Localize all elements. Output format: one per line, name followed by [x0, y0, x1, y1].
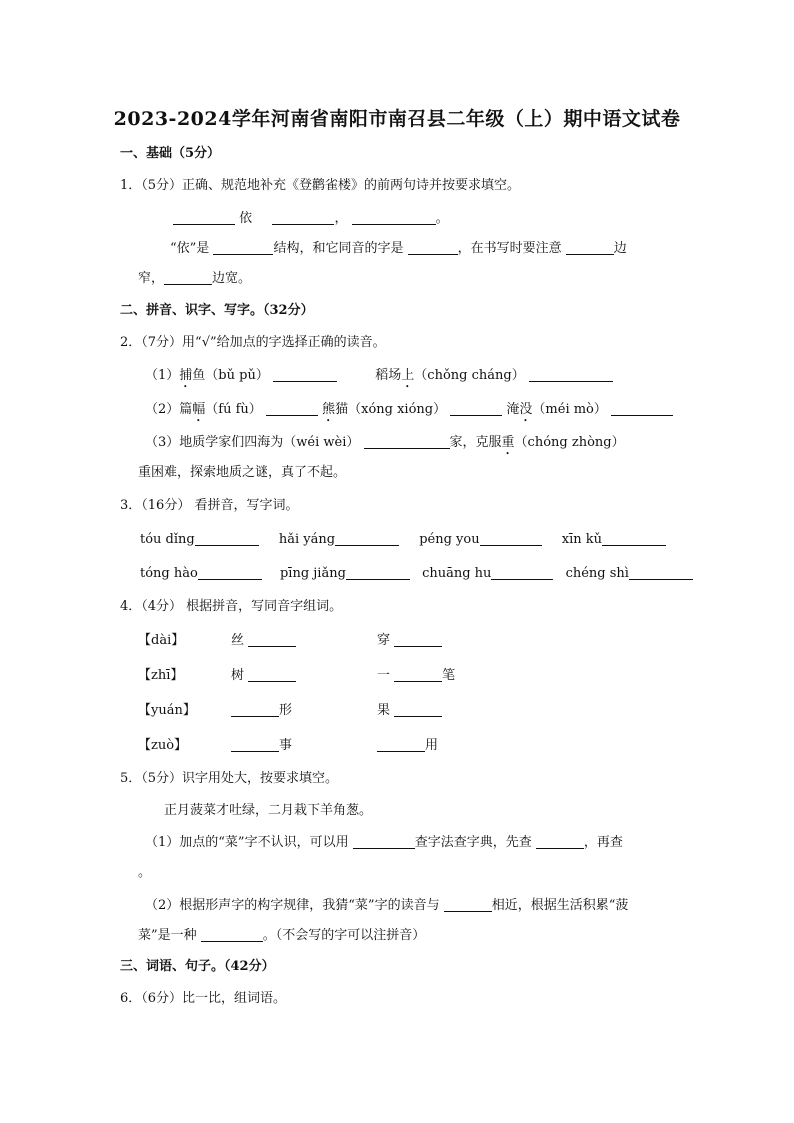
text: （chǒng cháng） [414, 368, 525, 383]
answer-blank[interactable] [248, 667, 296, 682]
answer-blank[interactable] [529, 367, 613, 382]
answer-blank[interactable] [273, 367, 337, 382]
homophone-left [231, 702, 292, 720]
pinyin: xīn kǔ [561, 532, 602, 547]
text: 穿 [377, 633, 391, 648]
section-heading-3: 三、词语、句子。（42分） [120, 959, 275, 974]
answer-blank[interactable] [164, 270, 212, 285]
question-5-stem: 5．（5分）识字用处大，按要求填空。 [120, 771, 339, 786]
section-heading-2: 二、拼音、识字、写字。（32分） [120, 303, 314, 318]
homophone-left [231, 737, 292, 755]
text: 结构，和它同音的字是 [273, 241, 404, 256]
homophone-pinyin: 【yuán】 [138, 703, 196, 718]
page-title: 2023-2024学年河南省南阳市南召县二年级（上）期中语文试卷 [113, 108, 681, 130]
pinyin: tóng hào [140, 566, 198, 581]
dotted-char: 重 [501, 435, 515, 450]
answer-blank[interactable] [394, 667, 442, 682]
question-6-stem: 6．（6分）比一比，组词语。 [120, 991, 287, 1006]
answer-blank[interactable] [195, 531, 259, 546]
answer-blank[interactable] [201, 927, 263, 942]
text: （méi mò） [532, 402, 607, 417]
homophone-pinyin: 【zuò】 [138, 738, 188, 753]
text: 菜”是一种 [138, 928, 197, 943]
text: 果 [377, 703, 391, 718]
answer-blank[interactable] [231, 702, 279, 717]
text: 一 [377, 668, 391, 683]
answer-blank[interactable] [346, 565, 410, 580]
text: 用 [425, 738, 439, 753]
homophone-left [231, 667, 296, 685]
text: 笔 [442, 668, 456, 683]
text: 家，克服 [449, 435, 502, 450]
answer-blank[interactable] [173, 210, 235, 225]
homophone-pinyin: 【dài】 [138, 633, 185, 648]
answer-blank[interactable] [352, 210, 436, 225]
question-5-part-1 [145, 834, 623, 852]
text: 树 [231, 668, 245, 683]
homophone-right [377, 667, 455, 685]
answer-blank[interactable] [450, 401, 502, 416]
text: ，在书写时要注意 [457, 241, 562, 256]
text: 丝 [231, 633, 245, 648]
question-2-stem: 2．（7分）用“√”给加点的字选择正确的读音。 [120, 335, 386, 350]
question-5-part-1-end: 。 [138, 865, 152, 880]
poem-line [164, 802, 372, 820]
homophone-right [377, 632, 442, 650]
question-1-line-2 [170, 240, 627, 258]
answer-blank[interactable] [353, 834, 415, 849]
text: 。（不会写的字可以注拼音） [262, 928, 426, 943]
text: 猫（xóng xióng） [335, 402, 447, 417]
pinyin: péng you [419, 532, 480, 547]
pinyin: chuāng hu [422, 566, 492, 581]
text: （3）地质学家们四海为（wéi wèi） [145, 435, 360, 450]
question-3-stem: 3．（16分） 看拼音，写字词。 [120, 498, 299, 513]
text: 窄， [138, 271, 165, 286]
answer-blank[interactable] [629, 565, 693, 580]
question-5-part-2-cont [138, 927, 425, 945]
answer-blank[interactable] [444, 897, 492, 912]
answer-blank[interactable] [480, 531, 542, 546]
section-heading-1: 一、基础（5分） [120, 146, 221, 161]
answer-blank[interactable] [602, 531, 666, 546]
question-1-line-3 [138, 270, 251, 288]
text: （2）篇 [145, 402, 193, 417]
question-4-stem: 4．（4分） 根据拼音，写同音字组词。 [120, 599, 343, 614]
answer-blank[interactable] [198, 565, 262, 580]
pinyin-row-1 [140, 531, 666, 549]
pinyin: pīng jiǎng [279, 566, 346, 581]
homophone-right [377, 702, 442, 720]
text: 查字法查字典，先查 [414, 835, 532, 850]
pinyin: hǎi yáng [278, 532, 336, 547]
text: 鱼（bǔ pǔ） [192, 368, 269, 383]
question-1-line-1 [173, 210, 449, 228]
homophone-pinyin: 【zhī】 [138, 668, 184, 683]
text: ，再查 [583, 835, 623, 850]
answer-blank[interactable] [566, 240, 614, 255]
text: 相近，根据生活积累“菠 [491, 898, 629, 913]
text: 正月 [164, 803, 191, 818]
text: （fú fù） [205, 402, 262, 417]
question-2-row-1 [145, 367, 613, 391]
text: （1）加点的“菜”字不认识，可以用 [145, 835, 349, 850]
text: 场 [388, 368, 402, 383]
text: 稻 [375, 368, 389, 383]
text: 事 [279, 738, 293, 753]
text: 边 [613, 241, 627, 256]
question-1-stem: 1．（5分）正确、规范地补充《登鹳雀楼》的前两句诗并按要求填空。 [120, 178, 521, 193]
text: 淹 [506, 402, 520, 417]
answer-blank[interactable] [364, 434, 450, 449]
dotted-char: 熊 [322, 402, 336, 417]
pinyin-row-2 [140, 565, 693, 583]
pinyin: chéng shì [565, 566, 629, 581]
answer-blank[interactable] [377, 737, 425, 752]
homophone-right [377, 737, 438, 755]
text: 。 [435, 211, 449, 226]
text: 形 [279, 703, 293, 718]
text: 依 [239, 211, 253, 226]
dotted-char: 捕 [179, 368, 193, 383]
answer-blank[interactable] [408, 240, 458, 255]
answer-blank[interactable] [213, 240, 273, 255]
answer-blank[interactable] [231, 737, 279, 752]
dotted-char: 上 [401, 368, 415, 383]
question-5-part-2 [145, 897, 628, 915]
question-2-row-3-cont: 重困难，探索地质之谜，真了不起。 [138, 465, 347, 480]
answer-blank[interactable] [394, 632, 442, 647]
text: 菠菜才吐绿，二月栽下羊角葱。 [190, 803, 373, 818]
answer-blank[interactable] [248, 632, 296, 647]
text: （2）根据形声字的构字规律，我猜“菜”字的读音与 [145, 898, 440, 913]
question-2-row-3 [145, 434, 625, 458]
text: ， [334, 211, 348, 226]
pinyin: tóu dǐng [140, 532, 195, 547]
answer-blank[interactable] [491, 565, 553, 580]
text: （chóng zhòng） [514, 435, 625, 450]
answer-blank[interactable] [394, 702, 442, 717]
text: “依”是 [170, 241, 210, 256]
text: （1） [145, 368, 180, 383]
question-2-row-2 [145, 401, 673, 425]
answer-blank[interactable] [611, 401, 673, 416]
answer-blank[interactable] [272, 210, 334, 225]
dotted-char: 没 [519, 402, 533, 417]
dotted-char: 幅 [192, 402, 206, 417]
answer-blank[interactable] [266, 401, 318, 416]
answer-blank[interactable] [536, 834, 584, 849]
answer-blank[interactable] [335, 531, 399, 546]
text: 边宽。 [212, 271, 252, 286]
homophone-left [231, 632, 296, 650]
